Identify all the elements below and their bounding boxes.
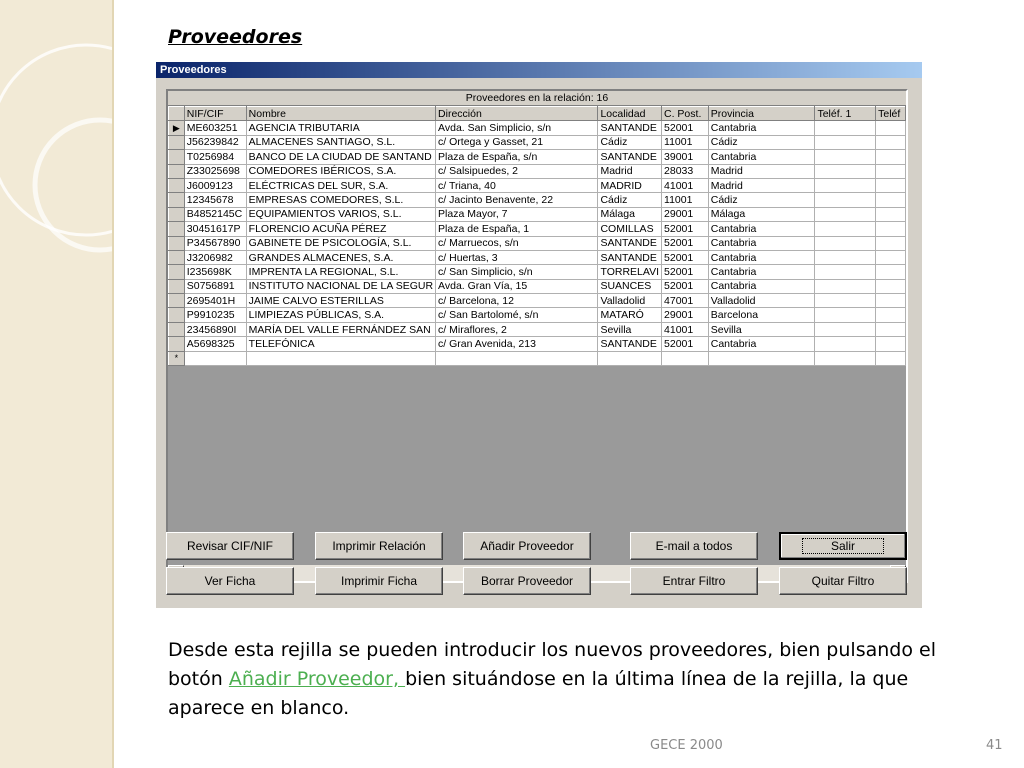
table-cell[interactable]: Madrid xyxy=(708,178,815,192)
table-cell[interactable]: Madrid xyxy=(708,164,815,178)
table-cell[interactable] xyxy=(876,135,906,149)
column-header-direccion[interactable]: Dirección xyxy=(436,107,598,121)
row-selector-cell[interactable]: ▶ xyxy=(169,121,185,135)
entrar-filtro-button[interactable]: Entrar Filtro xyxy=(630,567,758,595)
table-cell[interactable] xyxy=(815,178,876,192)
table-cell[interactable]: 52001 xyxy=(662,337,709,351)
table-cell[interactable] xyxy=(815,222,876,236)
table-cell[interactable]: Sevilla xyxy=(598,322,662,336)
table-cell[interactable] xyxy=(876,150,906,164)
slide-title: Proveedores xyxy=(168,26,303,48)
column-header-localidad[interactable]: Localidad xyxy=(598,107,662,121)
row-selector-cell[interactable] xyxy=(169,178,185,192)
borrar-proveedor-button[interactable]: Borrar Proveedor xyxy=(463,567,591,595)
table-cell[interactable] xyxy=(876,294,906,308)
table-cell[interactable]: P9910235 xyxy=(184,308,246,322)
table-cell[interactable] xyxy=(876,250,906,264)
decorative-circles xyxy=(0,0,112,768)
table-cell[interactable]: 23456890I xyxy=(184,322,246,336)
table-cell[interactable]: c/ Huertas, 3 xyxy=(436,250,598,264)
page-number: 41 xyxy=(986,738,1003,753)
table-cell[interactable] xyxy=(876,193,906,207)
table-cell[interactable] xyxy=(876,337,906,351)
table-cell[interactable]: Cantabria xyxy=(708,222,815,236)
table-cell[interactable]: Málaga xyxy=(708,207,815,221)
email-todos-button[interactable]: E-mail a todos xyxy=(630,532,758,560)
decorative-side-band xyxy=(0,0,114,768)
data-table xyxy=(168,106,906,366)
table-cell[interactable] xyxy=(815,164,876,178)
table-cell[interactable]: TORRELAVI xyxy=(598,265,662,279)
table-cell[interactable]: 39001 xyxy=(662,150,709,164)
table-row[interactable] xyxy=(169,207,906,221)
table-cell[interactable]: BANCO DE LA CIUDAD DE SANTAND xyxy=(246,150,435,164)
table-cell[interactable]: c/ Miraflores, 2 xyxy=(436,322,598,336)
table-cell[interactable] xyxy=(876,121,906,135)
table-cell[interactable] xyxy=(662,351,709,365)
table-row[interactable] xyxy=(169,178,906,192)
grid-caption: Proveedores en la relación: 16 xyxy=(168,91,906,106)
row-selector-cell[interactable] xyxy=(169,250,185,264)
table-cell[interactable] xyxy=(436,351,598,365)
new-record-row[interactable] xyxy=(169,351,906,365)
table-row[interactable] xyxy=(169,337,906,351)
description-text xyxy=(168,636,968,723)
table-cell[interactable]: FLORENCIO ACUÑA PÉREZ xyxy=(246,222,435,236)
new-row-marker-icon[interactable]: * xyxy=(169,351,185,365)
table-cell[interactable]: S0756891 xyxy=(184,279,246,293)
table-cell[interactable]: c/ Jacinto Benavente, 22 xyxy=(436,193,598,207)
table-cell[interactable]: Cantabria xyxy=(708,150,815,164)
table-cell[interactable]: B4852145C xyxy=(184,207,246,221)
table-cell[interactable]: c/ Barcelona, 12 xyxy=(436,294,598,308)
table-cell[interactable] xyxy=(876,236,906,250)
header-selector-cell xyxy=(169,107,185,121)
table-cell[interactable] xyxy=(815,294,876,308)
table-cell[interactable] xyxy=(876,207,906,221)
anadir-proveedor-button[interactable]: Añadir Proveedor xyxy=(463,532,591,560)
table-cell[interactable]: SANTANDE xyxy=(598,250,662,264)
table-cell[interactable]: Cantabria xyxy=(708,236,815,250)
row-selector-cell[interactable] xyxy=(169,279,185,293)
table-cell[interactable]: I235698K xyxy=(184,265,246,279)
description-before: Desde esta rejilla se pueden introducir los nuevos proveedores, bien pulsando el botón xyxy=(168,639,936,690)
table-cell[interactable] xyxy=(815,337,876,351)
table-cell[interactable]: Valladolid xyxy=(598,294,662,308)
table-cell[interactable]: EMPRESAS COMEDORES, S.L. xyxy=(246,193,435,207)
row-selector-cell[interactable] xyxy=(169,322,185,336)
table-row[interactable] xyxy=(169,135,906,149)
table-cell[interactable]: J6009123 xyxy=(184,178,246,192)
table-cell[interactable]: LIMPIEZAS PÚBLICAS, S.A. xyxy=(246,308,435,322)
table-cell[interactable]: 29001 xyxy=(662,207,709,221)
table-cell[interactable] xyxy=(876,279,906,293)
row-selector-cell[interactable] xyxy=(169,337,185,351)
table-cell[interactable]: 52001 xyxy=(662,265,709,279)
imprimir-ficha-button[interactable]: Imprimir Ficha xyxy=(315,567,443,595)
table-row[interactable] xyxy=(169,193,906,207)
table-cell[interactable] xyxy=(815,351,876,365)
table-row[interactable] xyxy=(169,222,906,236)
table-cell[interactable]: 52001 xyxy=(662,279,709,293)
table-row[interactable] xyxy=(169,236,906,250)
description-after: bien situándose en la última línea de la rejilla, la que aparece en blanco. xyxy=(168,668,909,719)
table-cell[interactable]: Plaza de España, s/n xyxy=(436,150,598,164)
table-cell[interactable]: A5698325 xyxy=(184,337,246,351)
salir-button[interactable] xyxy=(779,532,907,560)
table-cell[interactable]: SUANCES xyxy=(598,279,662,293)
table-cell[interactable]: J56239842 xyxy=(184,135,246,149)
table-cell[interactable]: Cantabria xyxy=(708,121,815,135)
table-row[interactable] xyxy=(169,164,906,178)
column-header-provincia[interactable]: Provincia xyxy=(708,107,815,121)
row-selector-cell[interactable] xyxy=(169,164,185,178)
table-cell[interactable]: MATARÓ xyxy=(598,308,662,322)
table-cell[interactable]: c/ San Simplicio, s/n xyxy=(436,265,598,279)
table-cell[interactable]: ELÉCTRICAS DEL SUR, S.A. xyxy=(246,178,435,192)
table-row[interactable] xyxy=(169,250,906,264)
table-cell[interactable] xyxy=(598,351,662,365)
table-cell[interactable]: J3206982 xyxy=(184,250,246,264)
proveedores-grid[interactable] xyxy=(166,89,908,583)
table-cell[interactable] xyxy=(815,279,876,293)
ver-ficha-button[interactable]: Ver Ficha xyxy=(166,567,294,595)
table-cell[interactable]: Cantabria xyxy=(708,250,815,264)
table-cell[interactable]: Málaga xyxy=(598,207,662,221)
table-cell[interactable]: 30451617P xyxy=(184,222,246,236)
row-selector-cell[interactable] xyxy=(169,265,185,279)
proveedores-window xyxy=(156,62,922,608)
table-cell[interactable]: TELEFÓNICA xyxy=(246,337,435,351)
table-cell[interactable]: 52001 xyxy=(662,222,709,236)
table-row[interactable] xyxy=(169,308,906,322)
table-cell[interactable]: Sevilla xyxy=(708,322,815,336)
table-cell[interactable]: MARÍA DEL VALLE FERNÁNDEZ SAN xyxy=(246,322,435,336)
table-cell[interactable]: 2695401H xyxy=(184,294,246,308)
table-cell[interactable]: 41001 xyxy=(662,178,709,192)
table-cell[interactable]: Plaza de España, 1 xyxy=(436,222,598,236)
table-cell[interactable]: Cádiz xyxy=(708,135,815,149)
table-cell[interactable] xyxy=(815,193,876,207)
table-cell[interactable]: 47001 xyxy=(662,294,709,308)
table-cell[interactable]: COMEDORES IBÉRICOS, S.A. xyxy=(246,164,435,178)
table-cell[interactable]: MADRID xyxy=(598,178,662,192)
column-header-telef1[interactable]: Teléf. 1 xyxy=(815,107,876,121)
table-cell[interactable]: Cádiz xyxy=(598,193,662,207)
table-cell[interactable]: SANTANDE xyxy=(598,236,662,250)
table-cell[interactable]: c/ Gran Avenida, 213 xyxy=(436,337,598,351)
imprimir-relacion-button[interactable]: Imprimir Relación xyxy=(315,532,443,560)
table-cell[interactable]: SANTANDE xyxy=(598,121,662,135)
table-row[interactable] xyxy=(169,294,906,308)
table-cell[interactable]: 28033 xyxy=(662,164,709,178)
table-cell[interactable] xyxy=(876,308,906,322)
table-row[interactable] xyxy=(169,121,906,135)
table-cell[interactable]: COMILLAS xyxy=(598,222,662,236)
table-row[interactable] xyxy=(169,279,906,293)
table-cell[interactable]: Z33025698 xyxy=(184,164,246,178)
table-cell[interactable]: Cantabria xyxy=(708,337,815,351)
table-cell[interactable]: Cantabria xyxy=(708,265,815,279)
table-cell[interactable]: Cádiz xyxy=(708,193,815,207)
revisar-cif-nif-button[interactable]: Revisar CIF/NIF xyxy=(166,532,294,560)
table-cell[interactable] xyxy=(815,308,876,322)
table-cell[interactable]: T0256984 xyxy=(184,150,246,164)
table-cell[interactable]: P34567890 xyxy=(184,236,246,250)
table-cell[interactable]: JAIME CALVO ESTERILLAS xyxy=(246,294,435,308)
table-cell[interactable] xyxy=(815,135,876,149)
table-cell[interactable]: GRANDES ALMACENES, S.A. xyxy=(246,250,435,264)
table-cell[interactable]: EQUIPAMIENTOS VARIOS, S.L. xyxy=(246,207,435,221)
table-cell[interactable]: Plaza Mayor, 7 xyxy=(436,207,598,221)
table-cell[interactable]: 52001 xyxy=(662,236,709,250)
table-cell[interactable] xyxy=(815,121,876,135)
table-cell[interactable]: ALMACENES SANTIAGO, S.L. xyxy=(246,135,435,149)
column-header-nombre[interactable]: Nombre xyxy=(246,107,435,121)
table-row[interactable] xyxy=(169,265,906,279)
table-cell[interactable] xyxy=(815,265,876,279)
table-cell[interactable]: 29001 xyxy=(662,308,709,322)
table-cell[interactable]: 11001 xyxy=(662,193,709,207)
table-cell[interactable] xyxy=(815,250,876,264)
anadir-proveedor-link[interactable]: Añadir Proveedor, xyxy=(228,668,406,690)
table-cell[interactable]: c/ Salsipuedes, 2 xyxy=(436,164,598,178)
row-selector-cell[interactable] xyxy=(169,294,185,308)
column-header-cpost[interactable]: C. Post. xyxy=(662,107,709,121)
column-header-telef2[interactable]: Teléf xyxy=(876,107,906,121)
table-cell[interactable]: c/ San Bartolomé, s/n xyxy=(436,308,598,322)
header-row xyxy=(169,107,906,121)
table-cell[interactable]: AGENCIA TRIBUTARIA xyxy=(246,121,435,135)
table-cell[interactable]: Avda. San Simplicio, s/n xyxy=(436,121,598,135)
window-title-bar[interactable]: Proveedores xyxy=(156,62,922,78)
table-cell[interactable]: 12345678 xyxy=(184,193,246,207)
table-cell[interactable] xyxy=(876,164,906,178)
footer-label: GECE 2000 xyxy=(650,738,723,753)
row-selector-cell[interactable] xyxy=(169,308,185,322)
table-row[interactable] xyxy=(169,150,906,164)
salir-button-label: Salir xyxy=(803,539,883,553)
row-selector-cell[interactable] xyxy=(169,135,185,149)
table-cell[interactable]: Cádiz xyxy=(598,135,662,149)
table-cell[interactable]: Cantabria xyxy=(708,279,815,293)
table-cell[interactable] xyxy=(184,351,246,365)
table-cell[interactable] xyxy=(815,207,876,221)
table-cell[interactable]: ME603251 xyxy=(184,121,246,135)
table-cell[interactable]: Barcelona xyxy=(708,308,815,322)
table-cell[interactable] xyxy=(876,322,906,336)
table-cell[interactable]: Valladolid xyxy=(708,294,815,308)
table-cell[interactable]: IMPRENTA LA REGIONAL, S.L. xyxy=(246,265,435,279)
table-cell[interactable] xyxy=(246,351,435,365)
row-selector-cell[interactable] xyxy=(169,222,185,236)
table-cell[interactable] xyxy=(876,265,906,279)
table-cell[interactable]: 11001 xyxy=(662,135,709,149)
table-cell[interactable] xyxy=(708,351,815,365)
table-cell[interactable]: c/ Triana, 40 xyxy=(436,178,598,192)
table-cell[interactable]: 41001 xyxy=(662,322,709,336)
table-cell[interactable]: Madrid xyxy=(598,164,662,178)
row-selector-cell[interactable] xyxy=(169,207,185,221)
table-cell[interactable]: SANTANDE xyxy=(598,150,662,164)
column-header-nif[interactable]: NIF/CIF xyxy=(184,107,246,121)
table-cell[interactable]: 52001 xyxy=(662,250,709,264)
table-cell[interactable]: Avda. Gran Vía, 15 xyxy=(436,279,598,293)
table-cell[interactable] xyxy=(876,351,906,365)
table-cell[interactable] xyxy=(876,178,906,192)
table-cell[interactable]: INSTITUTO NACIONAL DE LA SEGUR xyxy=(246,279,435,293)
table-cell[interactable]: GABINETE DE PSICOLOGÍA, S.L. xyxy=(246,236,435,250)
table-cell[interactable] xyxy=(876,222,906,236)
table-cell[interactable]: c/ Ortega y Gasset, 21 xyxy=(436,135,598,149)
table-cell[interactable] xyxy=(815,236,876,250)
table-cell[interactable] xyxy=(815,150,876,164)
row-selector-cell[interactable] xyxy=(169,236,185,250)
quitar-filtro-button[interactable]: Quitar Filtro xyxy=(779,567,907,595)
table-cell[interactable]: SANTANDE xyxy=(598,337,662,351)
table-row[interactable] xyxy=(169,322,906,336)
table-cell[interactable]: c/ Marruecos, s/n xyxy=(436,236,598,250)
table-cell[interactable]: 52001 xyxy=(662,121,709,135)
row-selector-cell[interactable] xyxy=(169,150,185,164)
table-cell[interactable] xyxy=(815,322,876,336)
row-selector-cell[interactable] xyxy=(169,193,185,207)
